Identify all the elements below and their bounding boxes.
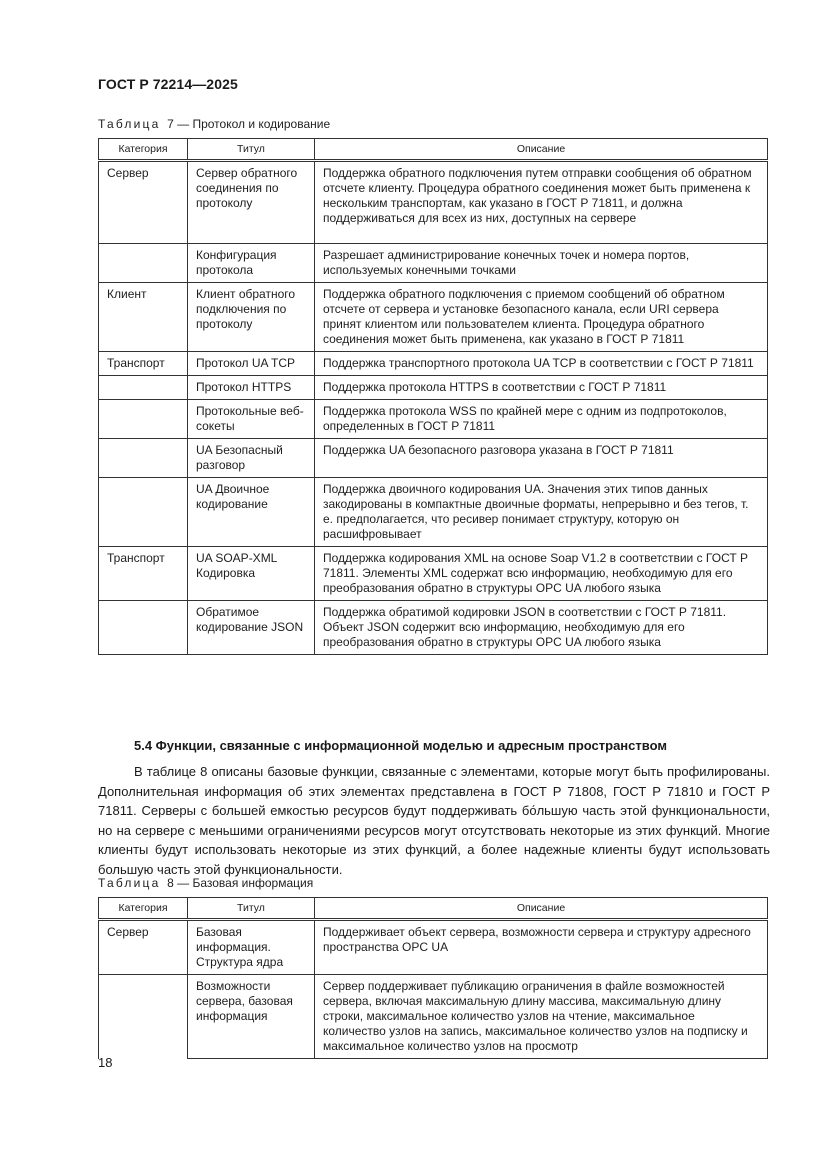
table7-caption-prefix: Таблица bbox=[98, 117, 161, 131]
title-cell: Сервер обратного соединения по протоколу bbox=[188, 161, 315, 244]
description-cell: Поддержка обратимой кодировки JSON в соответствии с ГОСТ Р 71811. Объект JSON содержит всю информацию, необходимую для его преобразования обратно в структуры OPC UA любого языка bbox=[315, 601, 768, 655]
title-cell: Базовая информация. Структура ядра bbox=[188, 920, 315, 975]
table-row bbox=[99, 920, 768, 975]
section-paragraph: В таблице 8 описаны базовые функции, связанные с элементами, которые могут быть профилированы. Дополнительная информация об этих элементах представлена в ГОСТ Р 71808, ГОСТ Р 71810 и ГОСТ Р 71811. Серверы с большей емкостью ресурсов будут поддерживать бо́льшую часть этой функциональности, но на сервере с меньшими ограничениями ресурсов могут отсутствовать некоторые из этих функций. Многие клиенты будут использовать некоторые из этих функций, а более надежные клиенты будут использовать большую часть этой функциональности. bbox=[98, 764, 770, 877]
table-row bbox=[99, 439, 768, 478]
column-header-description: Описание bbox=[315, 139, 768, 161]
table-row bbox=[99, 161, 768, 244]
title-cell: Обратимое кодирование JSON bbox=[188, 601, 315, 655]
category-cell bbox=[99, 439, 188, 478]
title-cell: Конфигурация протокола bbox=[188, 244, 315, 283]
table8-caption-text: 8 — Базовая информация bbox=[167, 876, 314, 890]
title-cell: UA Двоичное кодирование bbox=[188, 478, 315, 547]
category-cell: Клиент bbox=[99, 283, 188, 352]
category-cell bbox=[99, 244, 188, 283]
category-cell bbox=[99, 601, 188, 655]
table-row bbox=[99, 975, 768, 1059]
description-cell: Поддержка обратного подключения путем отправки сообщения об обратном отсчете клиенту. Процедура обратного соединения может быть применена к нескольким транспортам, как указано в ГОСТ Р 71811, и должна поддерживаться для всех из них, доступных на сервере bbox=[315, 161, 768, 244]
column-header-description: Описание bbox=[315, 898, 768, 920]
category-cell: Транспорт bbox=[99, 352, 188, 376]
column-header-title: Титул bbox=[188, 139, 315, 161]
description-cell: Разрешает администрирование конечных точек и номера портов, используемых конечными точками bbox=[315, 244, 768, 283]
title-cell: Протокол UA TCP bbox=[188, 352, 315, 376]
description-cell: Сервер поддерживает публикацию ограничения в файле возможностей сервера, включая максимальную длину массива, максимальную длину строки, максимальное количество узлов на чтение, максимальное количество узлов на запись, максимальное количество узлов на подписку и максимальное количество узлов на просмотр bbox=[315, 975, 768, 1059]
table-row bbox=[99, 376, 768, 400]
category-cell bbox=[99, 400, 188, 439]
title-cell: UA SOAP-XML Кодировка bbox=[188, 547, 315, 601]
table7-caption bbox=[98, 117, 330, 131]
section-heading: 5.4 Функции, связанные с информационной моделью и адресным пространством bbox=[134, 738, 667, 753]
title-cell: Возможности сервера, базовая информация bbox=[188, 975, 315, 1059]
table8-caption-prefix: Таблица bbox=[98, 876, 161, 890]
table-row bbox=[99, 352, 768, 376]
category-cell: Сервер bbox=[99, 161, 188, 244]
document-code: ГОСТ Р 72214—2025 bbox=[98, 76, 238, 92]
category-cell bbox=[99, 376, 188, 400]
table-row bbox=[99, 547, 768, 601]
page-number: 18 bbox=[98, 1055, 113, 1070]
table-row bbox=[99, 478, 768, 547]
title-cell: Клиент обратного подключения по протоколу bbox=[188, 283, 315, 352]
description-cell: Поддержка протокола HTTPS в соответствии с ГОСТ Р 71811 bbox=[315, 376, 768, 400]
table7 bbox=[98, 138, 768, 655]
description-cell: Поддержка кодирования XML на основе Soap V1.2 в соответствии с ГОСТ Р 71811. Элементы XML содержат всю информацию, необходимую для его преобразования обратно в структуры OPC UA любого языка bbox=[315, 547, 768, 601]
table-row bbox=[99, 244, 768, 283]
title-cell: Протокол HTTPS bbox=[188, 376, 315, 400]
column-header-category: Категория bbox=[99, 139, 188, 161]
table8 bbox=[98, 897, 768, 1059]
category-cell bbox=[99, 975, 188, 1059]
description-cell: Поддержка двоичного кодирования UA. Значения этих типов данных закодированы в компактные двоичные форматы, непрерывно и без тегов, т. е. предполагается, что ресивер понимает структуру, которую он расшифровывает bbox=[315, 478, 768, 547]
category-cell bbox=[99, 478, 188, 547]
description-cell: Поддержка протокола WSS по крайней мере с одним из подпротоколов, определенных в ГОСТ Р 71811 bbox=[315, 400, 768, 439]
title-cell: Протокольные веб-сокеты bbox=[188, 400, 315, 439]
table8-header-row bbox=[99, 898, 768, 920]
table-row bbox=[99, 283, 768, 352]
column-header-title: Титул bbox=[188, 898, 315, 920]
description-cell: Поддержка транспортного протокола UA TCP в соответствии с ГОСТ Р 71811 bbox=[315, 352, 768, 376]
table7-header-row bbox=[99, 139, 768, 161]
title-cell: UA Безопасный разговор bbox=[188, 439, 315, 478]
table-row bbox=[99, 400, 768, 439]
category-cell: Сервер bbox=[99, 920, 188, 975]
description-cell: Поддерживает объект сервера, возможности сервера и структуру адресного пространства OPC UA bbox=[315, 920, 768, 975]
column-header-category: Категория bbox=[99, 898, 188, 920]
description-cell: Поддержка UA безопасного разговора указана в ГОСТ Р 71811 bbox=[315, 439, 768, 478]
table-row bbox=[99, 601, 768, 655]
category-cell: Транспорт bbox=[99, 547, 188, 601]
table7-caption-text: 7 — Протокол и кодирование bbox=[167, 117, 331, 131]
description-cell: Поддержка обратного подключения с приемом сообщений об обратном отсчете от сервера и установке безопасного канала, если URI сервера принят клиентом или пользователем клиента. Процедура обратного соединения может быть применена, как указано в ГОСТ Р 71811 bbox=[315, 283, 768, 352]
table8-caption bbox=[98, 876, 313, 890]
